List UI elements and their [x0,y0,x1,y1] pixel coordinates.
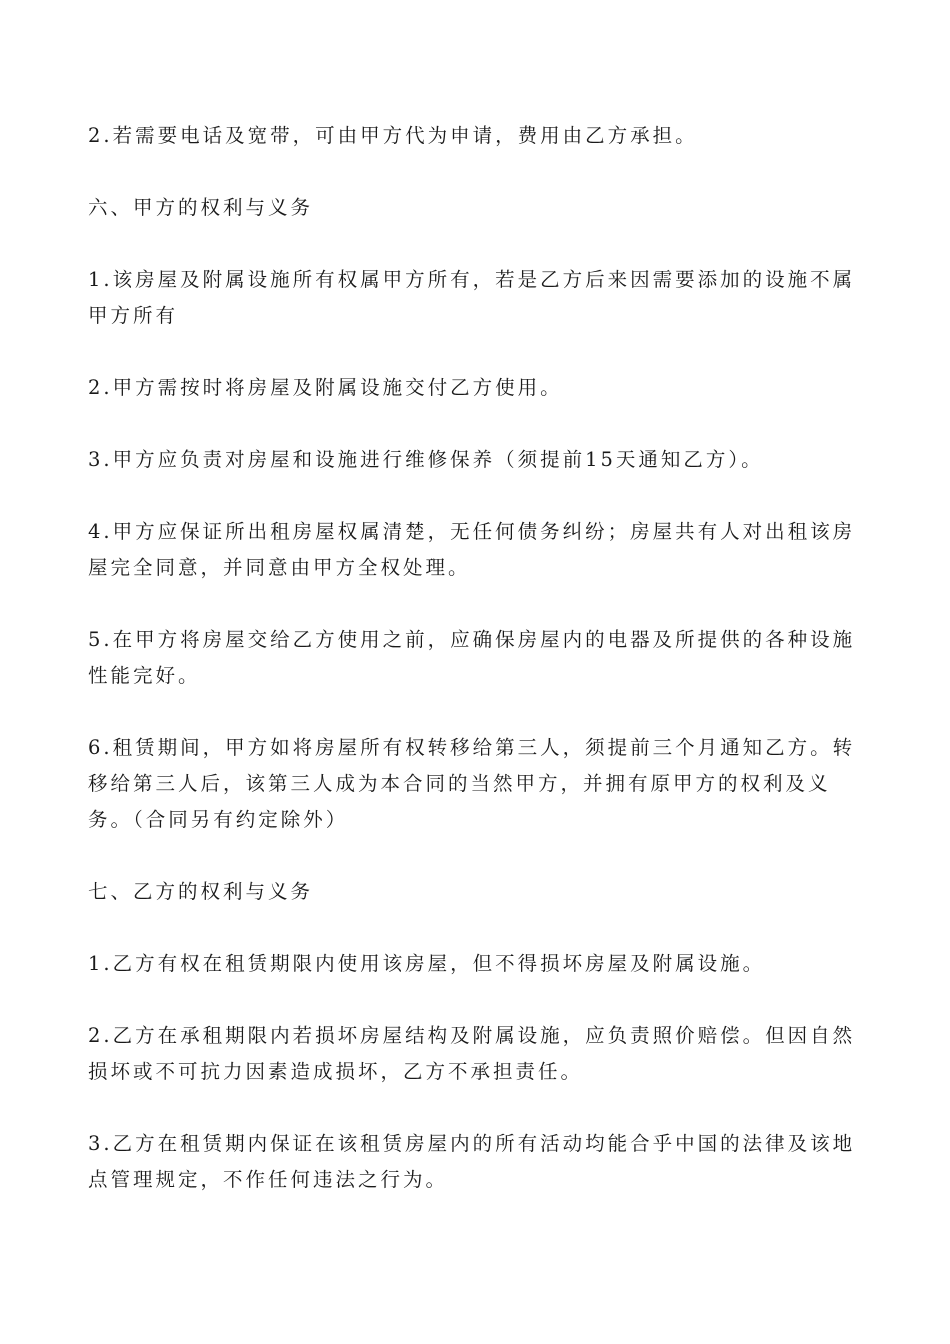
section-heading-7: 七、乙方的权利与义务 [88,880,314,903]
clause-7-item-2: 2.乙方在承租期限内若损坏房屋结构及附属设施，应负责照价赔偿。但因自然损坏或不可抗力因素造成损坏，乙方不承担责任。 [88,1024,856,1083]
clause-7-item-1: 1.乙方有权在租赁期限内使用该房屋，但不得损坏房屋及附属设施。 [88,952,766,975]
section-heading-6: 六、甲方的权利与义务 [88,196,314,219]
clause-6-item-3: 3.甲方应负责对房屋和设施进行维修保养（须提前15天通知乙方）。 [88,448,764,471]
clause-5-item-2: 2.若需要电话及宽带，可由甲方代为申请，费用由乙方承担。 [88,124,698,147]
document-body [88,118,868,1234]
clause-6-item-2: 2.甲方需按时将房屋及附属设施交付乙方使用。 [88,376,563,399]
clause-6-item-6: 6.租赁期间，甲方如将房屋所有权转移给第三人，须提前三个月通知乙方。转移给第三人后，该第三人成为本合同的当然甲方，并拥有原甲方的权利及义务。（合同另有约定除外） [88,736,856,831]
clause-6-item-4: 4.甲方应保证所出租房屋权属清楚，无任何债务纠纷；房屋共有人对出租该房屋完全同意，并同意由甲方全权处理。 [88,520,856,579]
clause-6-item-5: 5.在甲方将房屋交给乙方使用之前，应确保房屋内的电器及所提供的各种设施性能完好。 [88,628,856,687]
clause-6-item-1: 1.该房屋及附属设施所有权属甲方所有，若是乙方后来因需要添加的设施不属甲方所有 [88,268,856,327]
clause-7-item-3: 3.乙方在租赁期内保证在该租赁房屋内的所有活动均能合乎中国的法律及该地点管理规定，不作任何违法之行为。 [88,1132,856,1191]
